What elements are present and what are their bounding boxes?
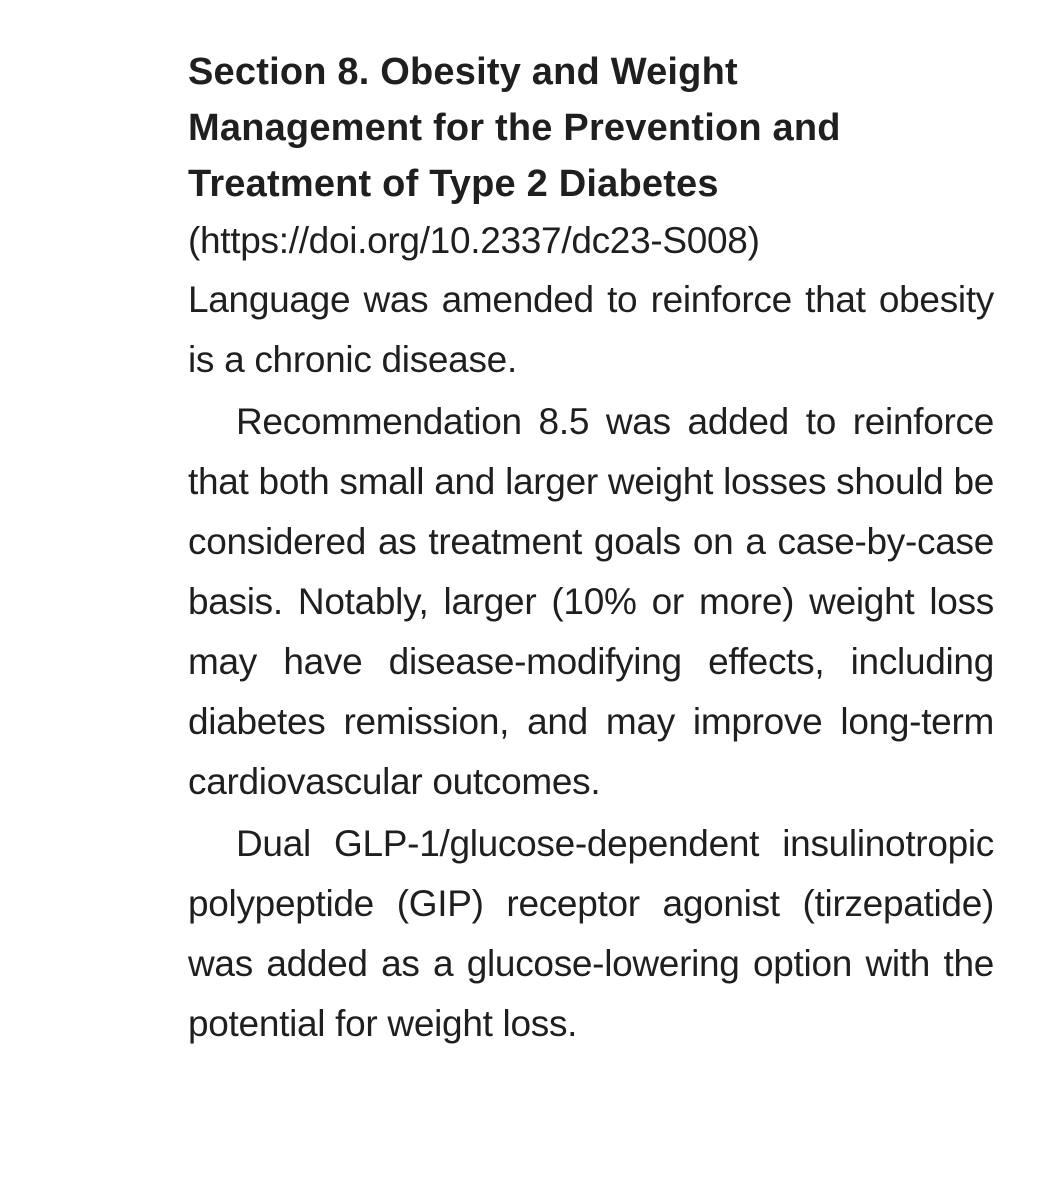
paragraph-language-amendment: Language was amended to reinforce that obesity is a chronic disease. <box>188 279 994 380</box>
text-column <box>188 44 994 1054</box>
section-heading-line-1: Section 8. Obesity and Weight <box>188 51 738 93</box>
section-heading-line-2: Management for the Prevention and <box>188 107 841 149</box>
paragraph-tirzepatide: Dual GLP-1/glucose-dependent insulinotropic polypeptide (GIP) receptor agonist (tirzepatide) was added as a glucose-lowering option with the potential for weight loss. <box>188 823 994 1044</box>
doi-reference: (https://doi.org/10.2337/dc23-S008) <box>188 220 760 261</box>
section-heading-line-3: Treatment of Type 2 Diabetes <box>188 163 719 205</box>
paragraph-recommendation-8-5: Recommendation 8.5 was added to reinforce that both small and larger weight losses should be considered as treatment goals on a case-by-case basis. Notably, larger (10% or more) weight loss may have disease-modifying effects, including diabetes remission, and may improve long-term cardiovascular outcomes. <box>188 401 994 802</box>
section-heading <box>188 44 994 212</box>
